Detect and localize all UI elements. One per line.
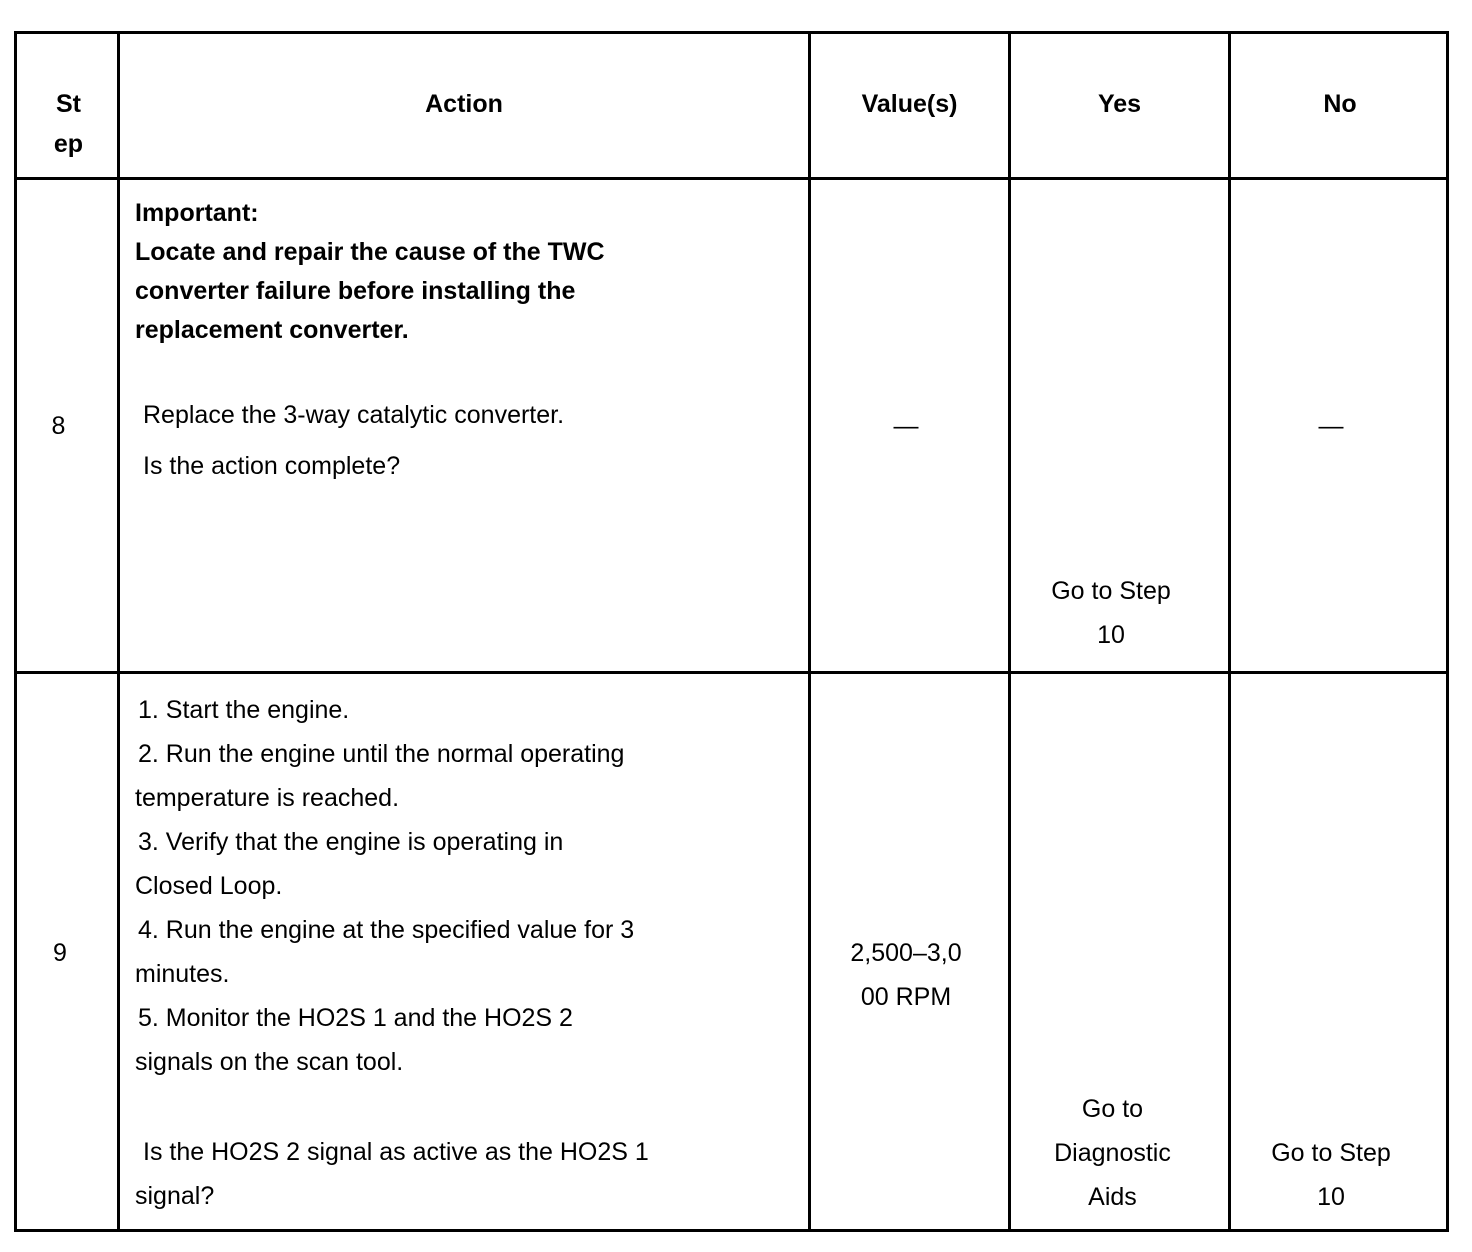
no-cell: — — [1318, 412, 1344, 440]
col-divider — [808, 34, 811, 1229]
diagnostic-table — [14, 31, 1449, 1232]
step-number: 9 — [53, 939, 67, 967]
value-cell: — — [893, 412, 919, 440]
list-item: minutes. — [135, 960, 230, 988]
header-action: Action — [425, 90, 503, 118]
step-number: 8 — [51, 412, 66, 440]
header-no: No — [1323, 90, 1357, 118]
list-item: temperature is reached. — [135, 784, 400, 812]
list-item: Closed Loop. — [135, 872, 283, 900]
question-text: Is the HO2S 2 signal as active as the HO2S 1 signal? — [135, 1138, 649, 1210]
important-label: Important: — [135, 199, 259, 227]
header-values: Value(s) — [861, 90, 958, 118]
list-item: 5. Monitor the HO2S 1 and the HO2S 2 — [138, 1004, 573, 1032]
list-item: 2. Run the engine until the normal operating — [138, 740, 625, 768]
row-divider — [17, 671, 1446, 674]
list-item: signals on the scan tool. — [135, 1048, 404, 1076]
value-cell: 2,500–3,0 00 RPM — [850, 939, 962, 1011]
header-step: St ep — [53, 90, 84, 158]
header-yes: Yes — [1097, 90, 1142, 118]
action-steps — [135, 688, 634, 1084]
yes-cell: Go to Step 10 — [1051, 577, 1171, 649]
col-divider — [1228, 34, 1231, 1229]
no-cell: Go to Step 10 — [1271, 1139, 1391, 1211]
list-item: 1. Start the engine. — [138, 696, 350, 724]
important-note: Important: Locate and repair the cause of the TWC converter failure before installing the replacement converter. — [135, 194, 795, 350]
list-item: 4. Run the engine at the specified value for 3 — [138, 916, 635, 944]
action-text: Replace the 3-way catalytic converter. Is the action complete? — [143, 401, 565, 480]
row-divider — [17, 177, 1446, 180]
yes-cell: Go to Diagnostic Aids — [1054, 1095, 1171, 1211]
list-item: 3. Verify that the engine is operating in — [138, 828, 564, 856]
col-divider — [117, 34, 120, 1229]
